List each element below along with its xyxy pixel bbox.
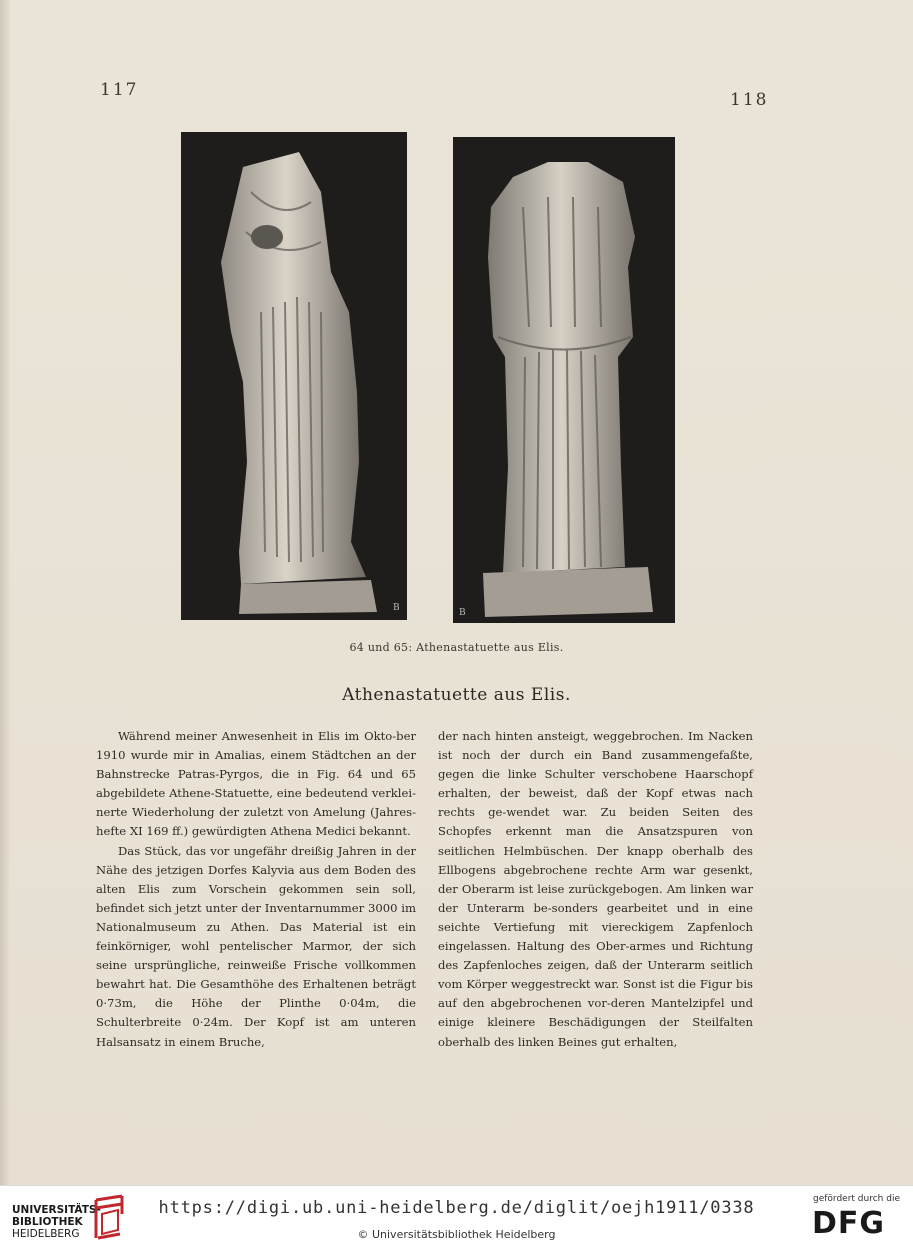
text-column-right xyxy=(438,727,753,1052)
library-name-line: BIBLIOTHEK xyxy=(12,1216,83,1228)
page-number-left: 117 xyxy=(100,80,139,100)
funding-note: gefördert durch die xyxy=(813,1194,900,1204)
page-gutter-shadow xyxy=(0,0,10,1185)
library-name-line: HEIDELBERG xyxy=(12,1228,80,1240)
statue-photo-front-view xyxy=(453,137,675,623)
text-column-left xyxy=(96,727,416,1052)
page-number-right: 118 xyxy=(730,90,769,110)
photographer-mark: B xyxy=(459,608,466,618)
viewer-footer xyxy=(0,1185,913,1251)
photographer-mark: B xyxy=(393,603,400,613)
copyright-notice: © Universitätsbibliothek Heidelberg xyxy=(357,1228,556,1241)
paragraph: Während meiner Anwesenheit in Elis im Okto-ber 1910 wurde mir in Amalias, einem Städtchen an der Bahnstrecke Patras-Pyrgos, die in Fig. 64 und 65 abgebildete Athene-Statuette, eine bedeutend verklei-nerte Wiederholung der zuletzt von Amelung (Jahres-hefte XI 169 ff.) gewürdigten Athena Medici bekannt. xyxy=(96,729,416,839)
document-url-link[interactable]: https://digi.ub.uni-heidelberg.de/diglit/oejh1911/0338 xyxy=(158,1198,755,1218)
article-heading: Athenastatuette aus Elis. xyxy=(342,685,571,705)
statue-photo-side-view xyxy=(181,132,407,620)
library-name-line: UNIVERSITÄTS- xyxy=(12,1204,101,1216)
figure-caption: 64 und 65: Athenastatuette aus Elis. xyxy=(349,641,564,654)
paragraph: Das Stück, das vor ungefähr dreißig Jahren in der Nähe des jetzigen Dorfes Kalyvia aus dem Boden des alten Elis zum Vorschein gekommen sein soll, befindet sich jetzt unter der Inventarnummer 3000 im Nationalmuseum zu Athen. Das Material ist ein feinkörniger, wohl pentelischer Marmor, der sich seine ursprüngliche, reinweiße Frische vollkommen bewahrt hat. Die Gesamthöhe des Erhaltenen beträgt 0·73m, die Höhe der Plinthe 0·04m, die Schulterbreite 0·24m. Der Kopf ist am unteren Halsansatz in einem Bruche, xyxy=(96,843,416,1049)
paragraph: der nach hinten ansteigt, weggebrochen. Im Nacken ist noch der durch ein Band zusammengefaßte, gegen die linke Schulter verschobene Haarschopf erhalten, der beweist, daß der Kopf etwas nach rechts ge-wendet war. Zu beiden Seiten des Schopfes erkennt man die Ansatzspuren von seitlichen Helmbüschen. Der knapp oberhalb des Ellbogens abgebrochene rechte Arm war gesenkt, der Oberarm ist leise zurückgebogen. Am linken war der Unterarm be-sonders gearbeitet und in eine seichte Vertiefung mit viereckigem Zapfenloch eingelassen. Haltung des Ober-armes und Richtung des Zapfenloches zeigen, daß der Unterarm seitlich vom Körper weggestreckt war. Sonst ist die Figur bis auf den abgebrochenen vor-deren Mantelzipfel und einige kleinere Beschädigungen der Steilfalten oberhalb des linken Beines gut erhalten, xyxy=(438,729,753,1049)
dfg-logo[interactable]: DFG xyxy=(812,1206,886,1241)
